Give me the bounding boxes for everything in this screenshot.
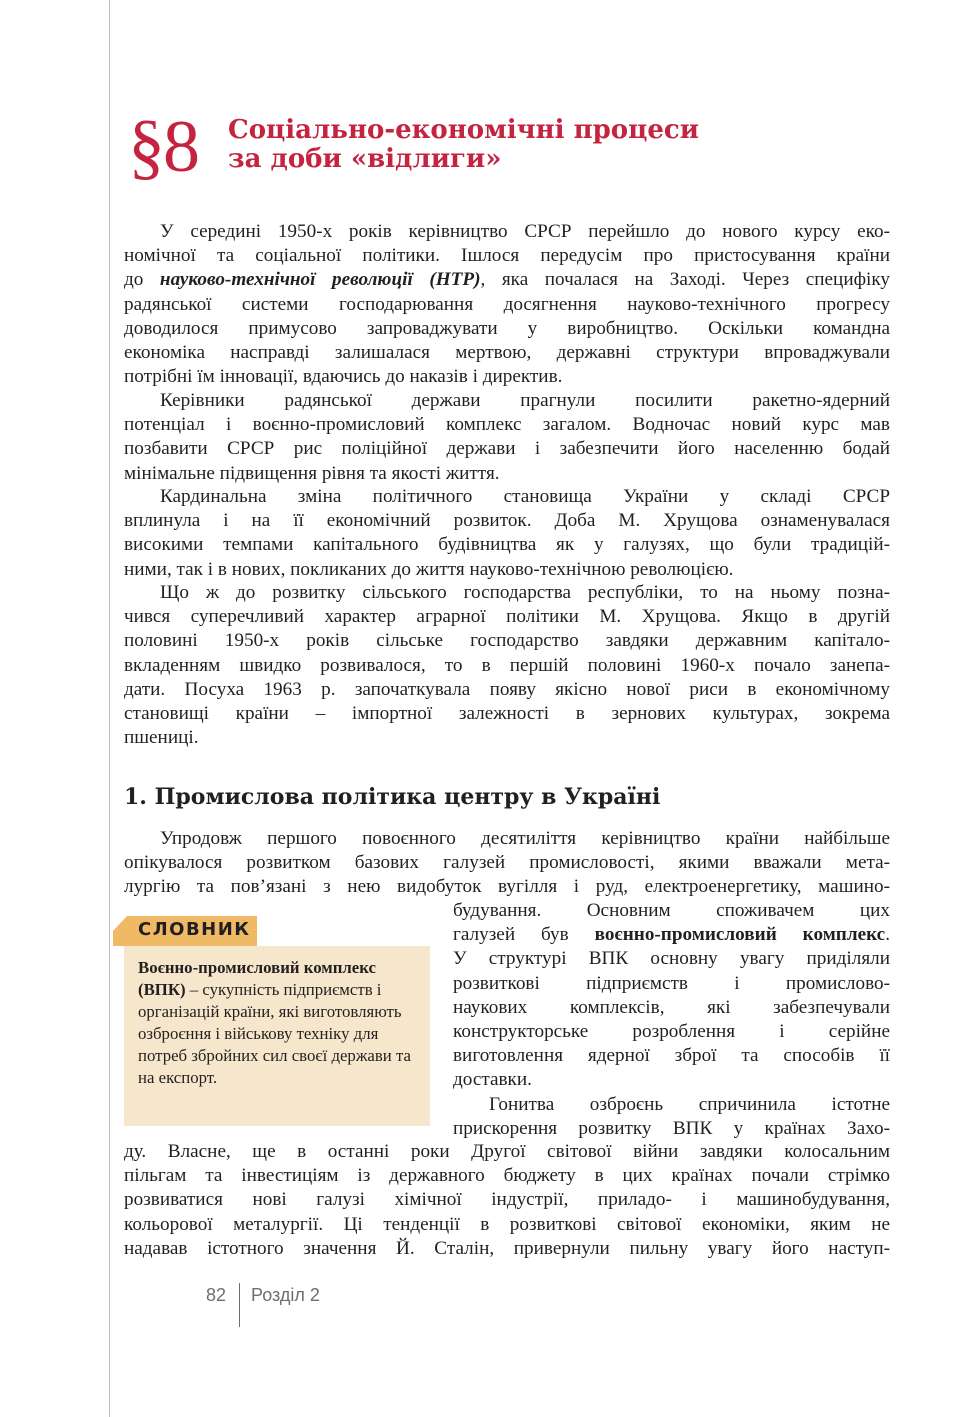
text-line: половині 1950-х років сільське господарство завдяки державним капітало- <box>124 630 890 652</box>
glossary-tag-corner <box>113 916 127 931</box>
text-line: конструкторське розроблення і серійне <box>453 1021 890 1043</box>
text-line: доводилося примусово запроваджувати у виробництво. Оскільки командна <box>124 317 890 339</box>
text-fragment: до <box>124 269 160 291</box>
text-line: надавав істотного значення Й. Сталін, привернули пильну увагу його наступ- <box>124 1237 890 1259</box>
glossary-entry <box>138 957 418 1089</box>
paragraph-agriculture <box>124 581 890 750</box>
text-line: розвиткові підприємств і промислово- <box>453 972 890 994</box>
text-line: кольорової металургії. Ці тенденції в розвиткові світової економіки, яким не <box>124 1213 890 1235</box>
text-line: будування. Основним споживачем цих <box>453 900 890 921</box>
text-line: прискорення розвитку ВПК у країнах Захо- <box>453 1117 890 1139</box>
footer-section: Розділ 2 <box>251 1285 320 1305</box>
text-line: Що ж до розвитку сільського господарства республіки, то на ньому позна- <box>160 582 890 603</box>
text-line: ду. Власне, ще в останні роки Другої світової війни завдяки колосальним <box>124 1141 890 1162</box>
key-term: науково-технічної революції (НТР) <box>159 269 481 291</box>
chapter-title-line-1: Соціально-економічні процеси <box>228 115 700 145</box>
text-line: високими темпами капітального будівництва як у галузях, що були традицій- <box>124 534 890 556</box>
text-line: розвиватися нові галузі хімічної індустрії, приладо- і машинобудування, <box>124 1189 890 1211</box>
chapter-title-line-2: за доби «відлиги» <box>228 144 502 174</box>
text-line <box>124 268 890 292</box>
text-line: наукових комплексів, які забезпечували <box>453 996 890 1018</box>
text-line: дати. Посуха 1963 р. започаткувала появу якісно нової риси в економічному <box>124 678 890 700</box>
text-line: лургію та пов’язані з нею видобуток вугілля і руд, електроенергетику, машино- <box>124 876 890 898</box>
text-fragment: , яка почалася на Заході. Через специфіку <box>480 269 891 291</box>
text-line: Кардинальна зміна політичного становища України у складі СРСР <box>160 486 890 507</box>
text-line: Гонитва озброєнь спричинила істотне <box>489 1093 890 1115</box>
chapter-number: §8 <box>128 106 198 188</box>
section-paragraph-2 <box>124 1140 890 1261</box>
text-line: пільгам та інвестиціям із державного бюджету в цих країнах почали стрімко <box>124 1165 890 1187</box>
glossary-tag-label: СЛОВНИК <box>138 919 251 940</box>
page-margin-rule <box>109 0 110 1417</box>
text-line: становищі країни – імпортної залежності в зернових культурах, зокрема <box>124 703 890 725</box>
text-line: Керівники радянської держави прагнули посилити ракетно-ядерний <box>160 390 890 411</box>
paragraph-development <box>124 485 890 582</box>
key-term: воєнно-промисловий комплекс <box>594 924 886 946</box>
section-heading: 1. Промислова політика центру в Україні <box>124 784 661 810</box>
text-line: потенціал і воєнно-промисловий комплекс загалом. Водночас новий курс мав <box>124 414 890 436</box>
section-paragraph-1 <box>124 827 890 900</box>
page-number: 82 <box>206 1285 227 1305</box>
text-line: радянської системи господарювання досягнення науково-технічного прогресу <box>124 293 890 315</box>
text-line: номічної та соціальної політики. Ішлося передусім про пристосування країни <box>124 245 890 267</box>
glossary-definition: – сукупність підприємств і організацій країни, які виготовляють озброєння і військову техніку для потреб збройних сил своєї держави та на експорт. <box>138 980 411 1087</box>
footer-divider <box>239 1283 240 1327</box>
text-line: мінімальне підвищення рівня та якості життя. <box>124 462 500 484</box>
paragraph-intro <box>124 220 890 389</box>
text-fragment: . <box>885 924 890 946</box>
text-line: позбавити СРСР рис поліційної держави і забезпечити його населенню бодай <box>124 438 890 460</box>
text-line: ними, так і в нових, покликаних до життя науково-технічною революцією. <box>124 558 734 580</box>
text-line: економіка насправді залишалася мертвою, державні структури впроваджували <box>124 342 890 364</box>
paragraph-goals <box>124 389 890 486</box>
text-line: вкладенням швидко розвивалося, то в першій половині 1960-х почало занепа- <box>124 654 890 676</box>
text-line: доставки. <box>453 1069 532 1091</box>
text-line <box>453 923 890 947</box>
text-line: чився суперечливий характер аграрної політики М. Хрущова. Якщо в другій <box>124 606 890 628</box>
text-line: пшениці. <box>124 727 199 749</box>
section-paragraph-1-wrap <box>453 899 890 1141</box>
text-line: опікувалося розвитком базових галузей промисловості, якими вважали мета- <box>124 852 890 874</box>
text-line: У середині 1950-х років керівництво СРСР перейшло до нового курсу еко- <box>160 221 890 242</box>
glossary-term: Воєнно-промисловий комплекс (ВПК) <box>138 958 376 999</box>
text-line: потрібні їм інновації, вдаючись до наказів і директив. <box>124 366 563 388</box>
text-line: вплинула і на її економічний розвиток. Доба М. Хрущова ознаменувалася <box>124 510 890 532</box>
text-fragment: галузей був <box>453 924 595 946</box>
chapter-title <box>228 116 788 174</box>
text-line: У структурі ВПК основну увагу приділяли <box>453 948 890 970</box>
text-line: виготовлення ядерної зброї та способів її <box>453 1045 890 1067</box>
text-line: Упродовж першого повоєнного десятиліття керівництво країни найбільше <box>160 828 890 849</box>
